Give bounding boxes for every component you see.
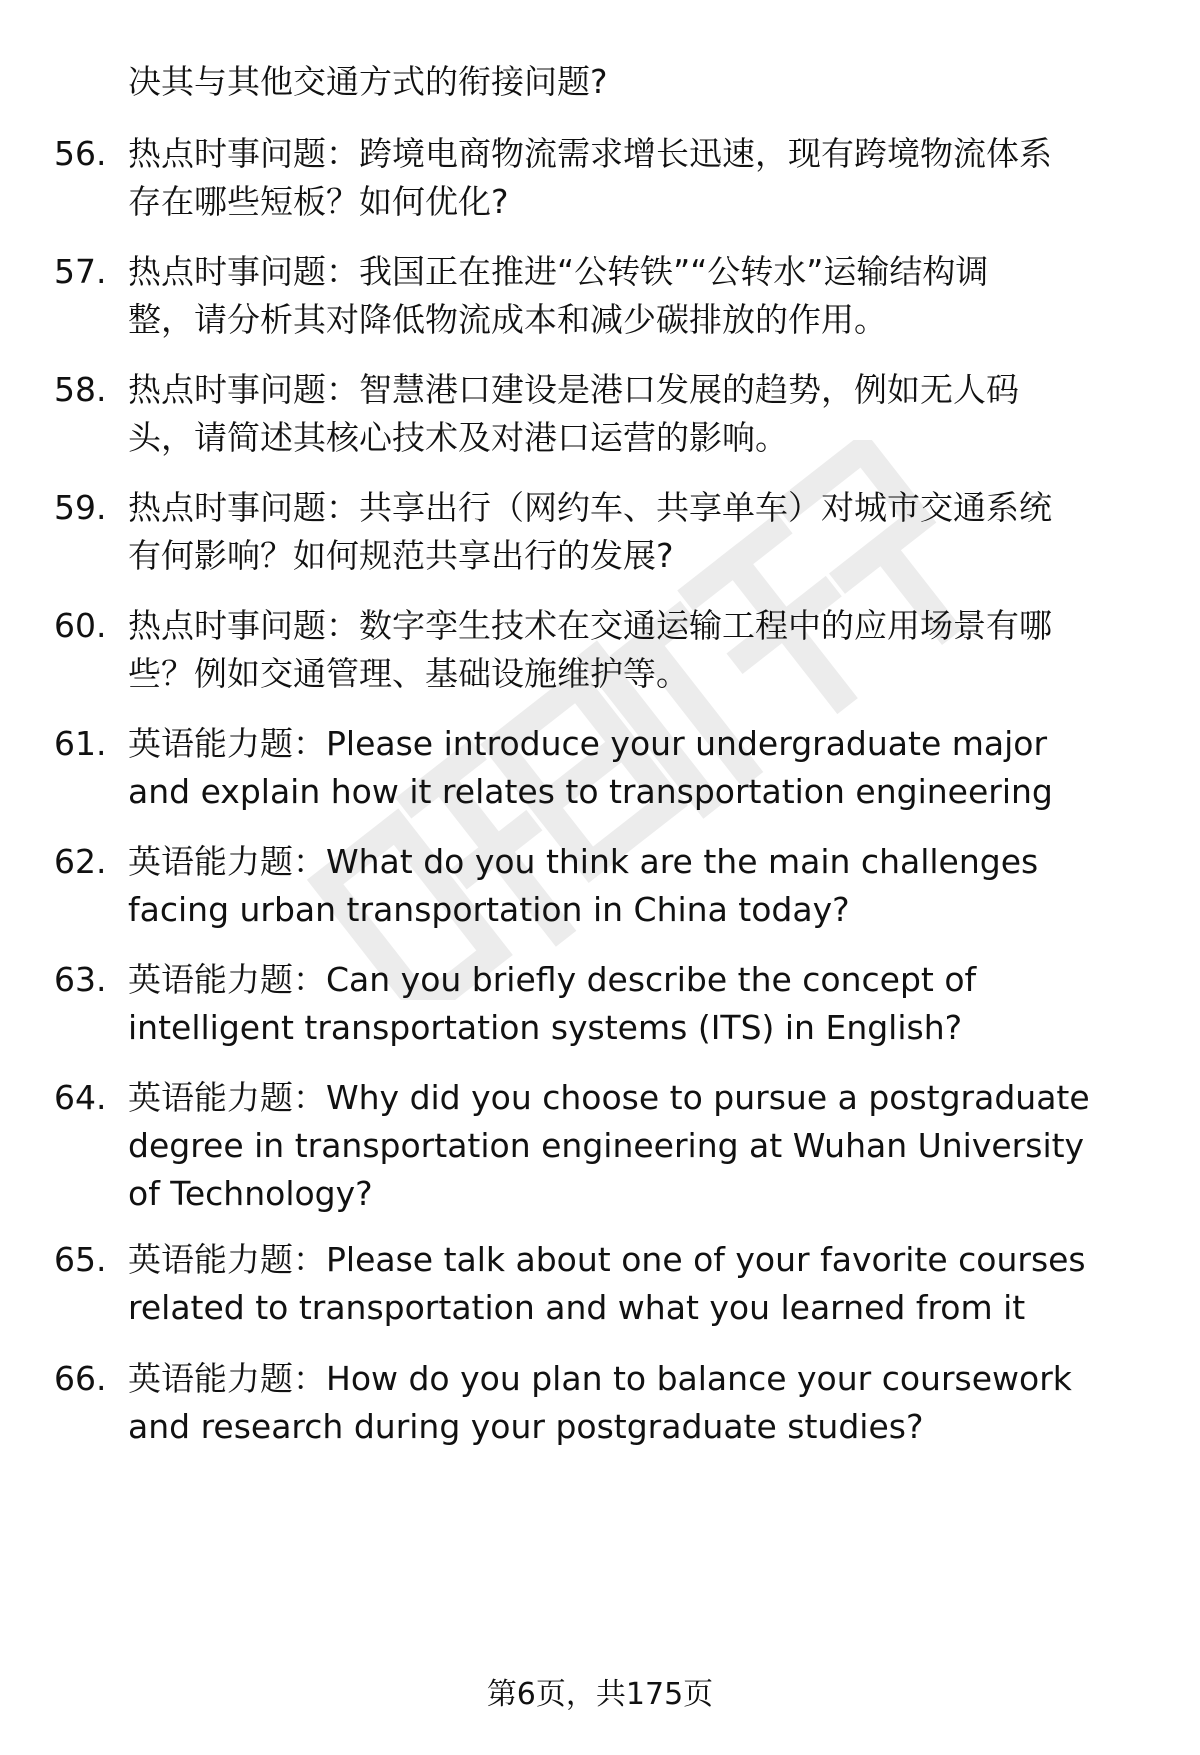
question-line: 英语能力题：Please talk about one of your favorite courses	[128, 1240, 1086, 1279]
question-line: related to transportation and what you learned from it	[128, 1288, 1026, 1327]
question-line: 英语能力题：Can you briefly describe the concept of	[128, 960, 977, 999]
question-line: 热点时事问题：共享出行（网约车、共享单车）对城市交通系统	[128, 488, 1052, 527]
question-line: 英语能力题：What do you think are the main challenges	[128, 842, 1039, 881]
question-line: of Technology?	[128, 1174, 373, 1213]
question-number: 63.	[54, 960, 107, 999]
question-text	[128, 956, 1128, 1052]
question-number: 66.	[54, 1359, 107, 1398]
question-line: and explain how it relates to transportation engineering	[128, 772, 1053, 811]
question-line: intelligent transportation systems (ITS) in English?	[128, 1008, 963, 1047]
question-text	[128, 602, 1128, 698]
question-line: 热点时事问题：跨境电商物流需求增长迅速，现有跨境物流体系	[128, 134, 1052, 173]
question-line: and research during your postgraduate studies?	[128, 1407, 924, 1446]
question-number: 65.	[54, 1240, 107, 1279]
question-text	[128, 838, 1128, 934]
question-text	[128, 1074, 1128, 1218]
question-number: 56.	[54, 134, 107, 173]
question-line: facing urban transportation in China today?	[128, 890, 850, 929]
question-line: 热点时事问题：数字孪生技术在交通运输工程中的应用场景有哪	[128, 606, 1052, 645]
question-line: 存在哪些短板？如何优化?	[128, 182, 509, 221]
question-line: 英语能力题：How do you plan to balance your coursework	[128, 1359, 1072, 1398]
question-number: 57.	[54, 252, 107, 291]
question-line: degree in transportation engineering at Wuhan University	[128, 1126, 1085, 1165]
question-number: 60.	[54, 606, 107, 645]
question-line: 热点时事问题：我国正在推进“公转铁”“公转水”运输结构调	[128, 252, 989, 291]
question-line: 整，请分析其对降低物流成本和减少碳排放的作用。	[128, 300, 887, 339]
question-line: 头，请简述其核心技术及对港口运营的影响。	[128, 418, 788, 457]
continued-question-text: 决其与其他交通方式的衔接问题?	[128, 62, 608, 101]
question-text	[128, 1236, 1128, 1332]
question-line: 有何影响？如何规范共享出行的发展?	[128, 536, 674, 575]
question-text	[128, 1355, 1128, 1451]
question-number: 64.	[54, 1078, 107, 1117]
question-number: 58.	[54, 370, 107, 409]
question-line: 英语能力题：Why did you choose to pursue a postgraduate	[128, 1078, 1090, 1117]
question-text	[128, 130, 1128, 226]
question-number: 59.	[54, 488, 107, 527]
question-text	[128, 248, 1128, 344]
page-footer: 第6页，共175页	[486, 1677, 714, 1712]
question-line: 英语能力题：Please introduce your undergraduate major	[128, 724, 1048, 763]
question-text	[128, 720, 1128, 816]
question-line: 些？例如交通管理、基础设施维护等。	[128, 654, 689, 693]
question-number: 61.	[54, 724, 107, 763]
question-line: 热点时事问题：智慧港口建设是港口发展的趋势，例如无人码	[128, 370, 1019, 409]
question-number: 62.	[54, 842, 107, 881]
question-text	[128, 484, 1128, 580]
question-text	[128, 366, 1128, 462]
